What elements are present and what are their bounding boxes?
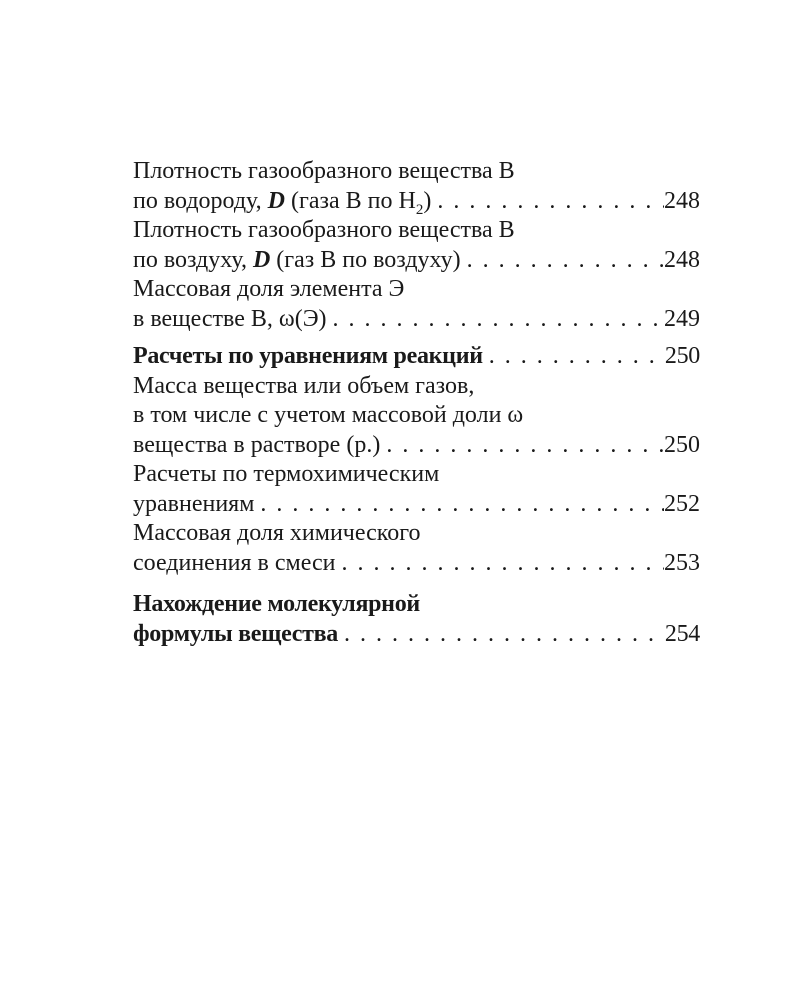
dot-leader	[338, 620, 665, 650]
section-heading: Нахождение молекулярной	[133, 591, 420, 617]
table-of-contents	[133, 157, 700, 649]
toc-entry-text: Плотность газообразного вещества В	[133, 158, 515, 184]
toc-entry-mass-or-volume	[133, 372, 700, 461]
toc-entry-text: Плотность газообразного вещества В	[133, 217, 515, 243]
page-number: 249	[664, 305, 700, 332]
toc-entry-thermochemical	[133, 460, 700, 519]
toc-entry-last-line	[133, 431, 700, 461]
dot-leader	[380, 431, 664, 461]
page-number: 253	[664, 549, 700, 576]
toc-entry-text: Масса вещества или объем газов,	[133, 372, 475, 399]
page-number: 254	[664, 620, 700, 647]
toc-section-molecular-formula	[133, 590, 700, 649]
dot-leader	[327, 305, 664, 335]
page-number: 250	[664, 343, 700, 369]
toc-entry-last-line	[133, 549, 700, 579]
dot-leader	[431, 187, 664, 217]
toc-section-reaction-calculations	[133, 342, 700, 372]
toc-entry-text: вещества в растворе (р.)	[133, 431, 381, 458]
section-heading: формулы вещества	[133, 620, 338, 647]
page-number: 250	[664, 431, 700, 458]
toc-entry-text: Массовая доля элемента Э	[133, 276, 405, 302]
toc-entry-last-line	[133, 620, 700, 650]
toc-entry-text: в том числе с учетом массовой доли ω	[133, 402, 524, 428]
toc-entry-mass-fraction-element	[133, 275, 700, 334]
page-number: 248	[664, 187, 700, 214]
toc-entry-text: в веществе В, ω(Э)	[133, 305, 327, 332]
toc-entry-text: по водороду, D (газа В по $Н_2$)	[133, 187, 432, 218]
toc-entry-text: Расчеты по термохимическим	[133, 461, 440, 487]
density-symbol: D	[267, 187, 285, 214]
density-symbol: D	[252, 246, 271, 273]
toc-entry-density-air	[133, 216, 700, 275]
page-number: 252	[664, 490, 700, 517]
toc-entry-text: Массовая доля химического	[133, 520, 421, 546]
toc-entry-last-line	[133, 305, 700, 335]
toc-entry-text: соединения в смеси	[133, 549, 336, 576]
toc-entry-last-line	[133, 490, 700, 520]
section-heading: Расчеты по уравнениям реакций	[133, 343, 483, 369]
toc-entry-mass-fraction-mixture	[133, 519, 700, 578]
dot-leader	[335, 549, 664, 579]
toc-entry-last-line	[133, 246, 700, 276]
dot-leader	[254, 490, 664, 520]
toc-entry-last-line	[133, 187, 700, 217]
toc-entry-density-hydrogen	[133, 157, 700, 216]
toc-entry-last-line	[133, 342, 700, 372]
dot-leader	[461, 246, 664, 276]
toc-entry-text: уравнениям	[133, 490, 255, 517]
page-number: 248	[664, 246, 700, 273]
toc-entry-text: по воздуху, D (газ В по воздуху)	[133, 246, 461, 273]
dot-leader	[483, 342, 665, 372]
